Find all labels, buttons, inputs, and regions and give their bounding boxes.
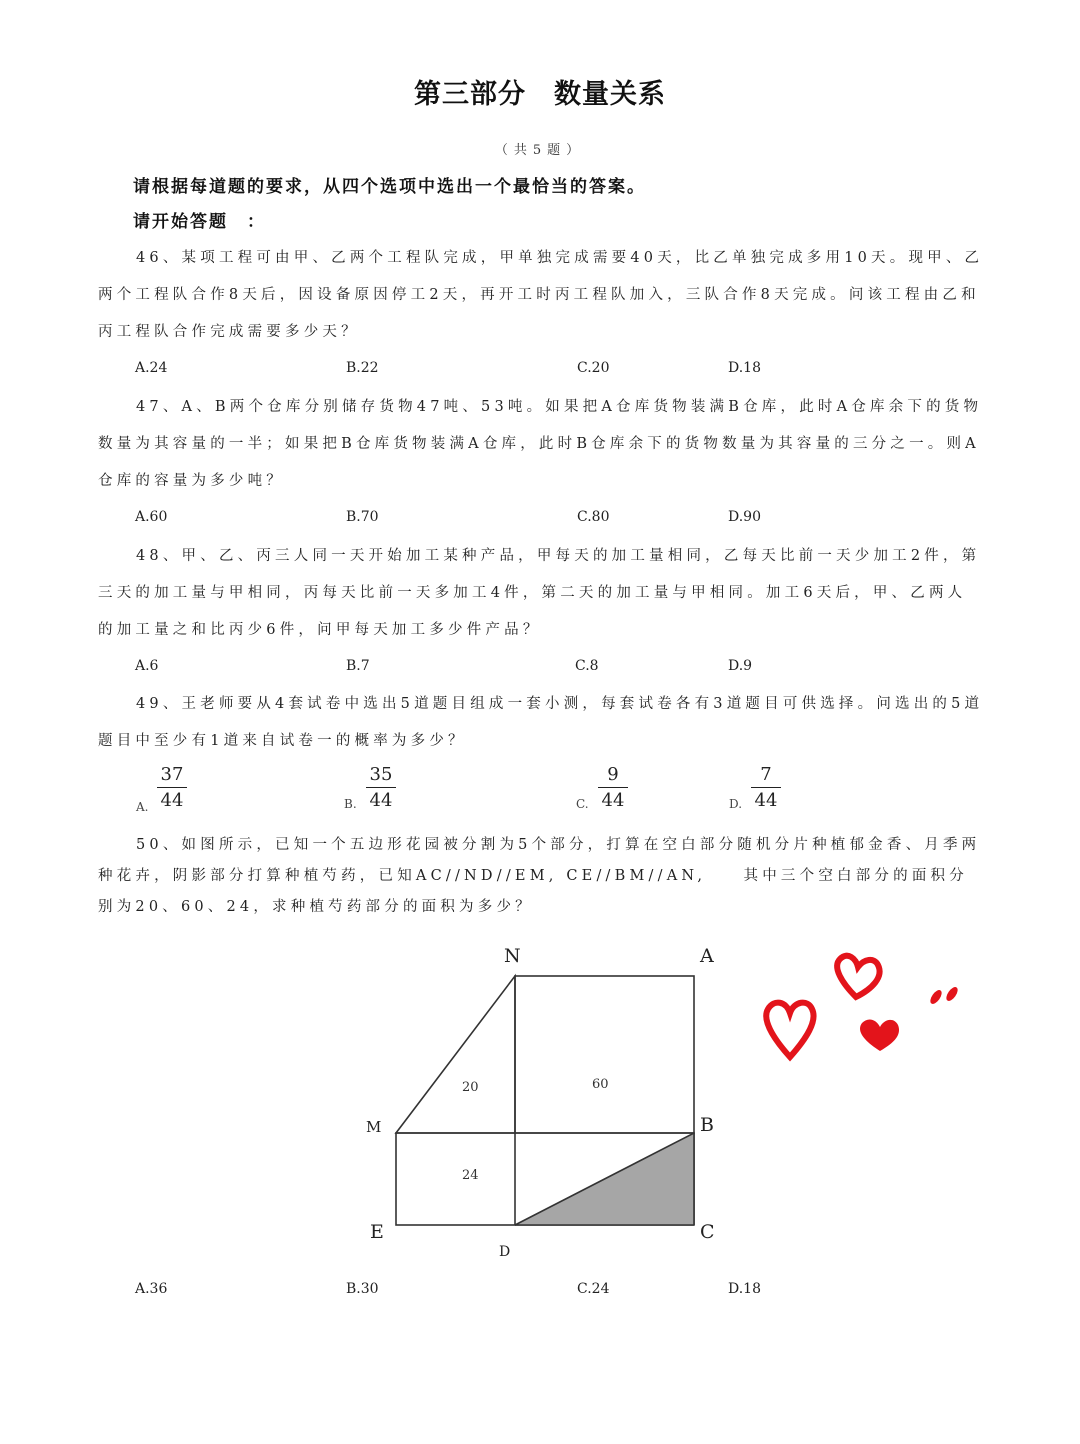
question-49-text: 49、王老师要从4套试卷中选出5道题目组成一套小测，每套试卷各有3道题目可供选择。问选出的5道题目中至少有1道来自试卷一的概率为多少？	[98, 696, 984, 749]
fraction-denominator: 44	[369, 790, 393, 811]
point-label-a: A	[700, 945, 714, 967]
shaded-peony-region	[515, 1133, 694, 1225]
point-label-e: E	[370, 1221, 384, 1243]
point-label-d: D	[499, 1244, 511, 1260]
q49-option-d-label[interactable]: D.	[729, 797, 743, 811]
q48-option-d[interactable]: D.9	[728, 658, 753, 674]
fraction-bar	[751, 787, 781, 788]
q46-option-c[interactable]: C.20	[577, 360, 610, 376]
q49-option-b-label[interactable]: B.	[344, 797, 357, 811]
heart-outline-icon	[766, 1003, 813, 1057]
point-label-m: M	[366, 1118, 382, 1136]
question-47	[98, 389, 984, 500]
q46-option-d[interactable]: D.18	[728, 360, 761, 376]
heart-stroke-icon	[944, 985, 960, 1003]
q49-option-d-fraction[interactable]	[751, 764, 781, 811]
area-label-20: 20	[462, 1080, 479, 1095]
heart-stroke-icon	[928, 988, 944, 1006]
question-count: （共5题）	[494, 143, 586, 158]
heart-filled-icon	[860, 1020, 899, 1051]
q49-option-c-label[interactable]: C.	[576, 797, 589, 811]
q50-option-b[interactable]: B.30	[346, 1281, 379, 1297]
fraction-denominator: 44	[754, 790, 778, 811]
q49-option-b-fraction[interactable]	[366, 764, 396, 811]
area-label-24: 24	[462, 1168, 479, 1183]
fraction-denominator: 44	[160, 790, 184, 811]
q50-option-d[interactable]: D.18	[728, 1281, 761, 1297]
fraction-numerator: 7	[760, 764, 772, 785]
question-46-text: 46、某项工程可由甲、乙两个工程队完成，甲单独完成需要40天，比乙单独完成多用10天。现甲、乙两个工程队合作8天后，因设备原因停工2天，再开工时丙工程队加入，三队合作8天完成。问该工程由乙和丙工程队合作完成需要多少天？	[98, 250, 984, 340]
start-prompt: 请开始答题 ：	[133, 212, 266, 232]
q49-option-a-fraction[interactable]	[157, 764, 187, 811]
q46-option-b[interactable]: B.22	[346, 360, 379, 376]
q47-option-a[interactable]: A.60	[135, 509, 168, 525]
q47-option-d[interactable]: D.90	[728, 509, 761, 525]
q50-option-c[interactable]: C.24	[577, 1281, 610, 1297]
question-47-text: 47、A、B两个仓库分别储存货物47吨、53吨。如果把A仓库货物装满B仓库，此时A仓库余下的货物数量为其容量的一半；如果把B仓库货物装满A仓库，此时B仓库余下的货物数量为其容量的三分之一。则A仓库的容量为多少吨？	[98, 399, 983, 489]
fraction-bar	[366, 787, 396, 788]
section-title: 第三部分 数量关系	[414, 79, 666, 110]
fraction-denominator: 44	[601, 790, 625, 811]
region-60-outline	[515, 976, 694, 1133]
question-48-text: 48、甲、乙、丙三人同一天开始加工某种产品，甲每天的加工量相同，乙每天比前一天少加工2件，第三天的加工量与甲相同，丙每天比前一天多加工4件，第二天的加工量与甲相同。加工6天后，甲、乙两人的加工量之和比丙少6件，问甲每天加工多少件产品？	[98, 548, 981, 638]
region-24-outline	[396, 1133, 515, 1225]
pentagon-garden-figure	[350, 940, 730, 1260]
fraction-numerator: 9	[607, 764, 619, 785]
decorative-hearts	[760, 945, 980, 1075]
q48-option-b[interactable]: B.7	[346, 658, 370, 674]
fraction-bar	[157, 787, 187, 788]
q48-option-a[interactable]: A.6	[135, 658, 159, 674]
q46-option-a[interactable]: A.24	[135, 360, 168, 376]
question-50-text: 50、如图所示，已知一个五边形花园被分割为5个部分，打算在空白部分随机分片种植郁金香、月季两种花卉，阴影部分打算种植芍药，已知AC//ND//EM, CE//BM//AN, 其中三个空白部分的面积分别为20、60、24，求种植芍药部分的面积为多少？	[98, 837, 981, 915]
instruction-text: 请根据每道题的要求，从四个选项中选出一个最恰当的答案。	[133, 177, 646, 197]
q49-option-a-label[interactable]: A.	[136, 800, 149, 814]
q47-option-b[interactable]: B.70	[346, 509, 379, 525]
q50-option-a[interactable]: A.36	[135, 1281, 168, 1297]
question-49	[98, 686, 984, 760]
fraction-numerator: 35	[369, 764, 393, 785]
area-label-60: 60	[592, 1077, 609, 1092]
q48-option-c[interactable]: C.8	[575, 658, 599, 674]
region-20-outline	[396, 976, 515, 1133]
fraction-bar	[598, 787, 628, 788]
question-50	[98, 830, 984, 923]
question-48	[98, 538, 984, 649]
point-label-b: B	[700, 1114, 714, 1136]
q49-option-c-fraction[interactable]	[598, 764, 628, 811]
q47-option-c[interactable]: C.80	[577, 509, 610, 525]
heart-outline-icon	[837, 956, 879, 997]
point-label-c: C	[700, 1221, 715, 1243]
point-label-n: N	[504, 945, 521, 967]
fraction-numerator: 37	[160, 764, 184, 785]
question-46	[98, 240, 984, 351]
